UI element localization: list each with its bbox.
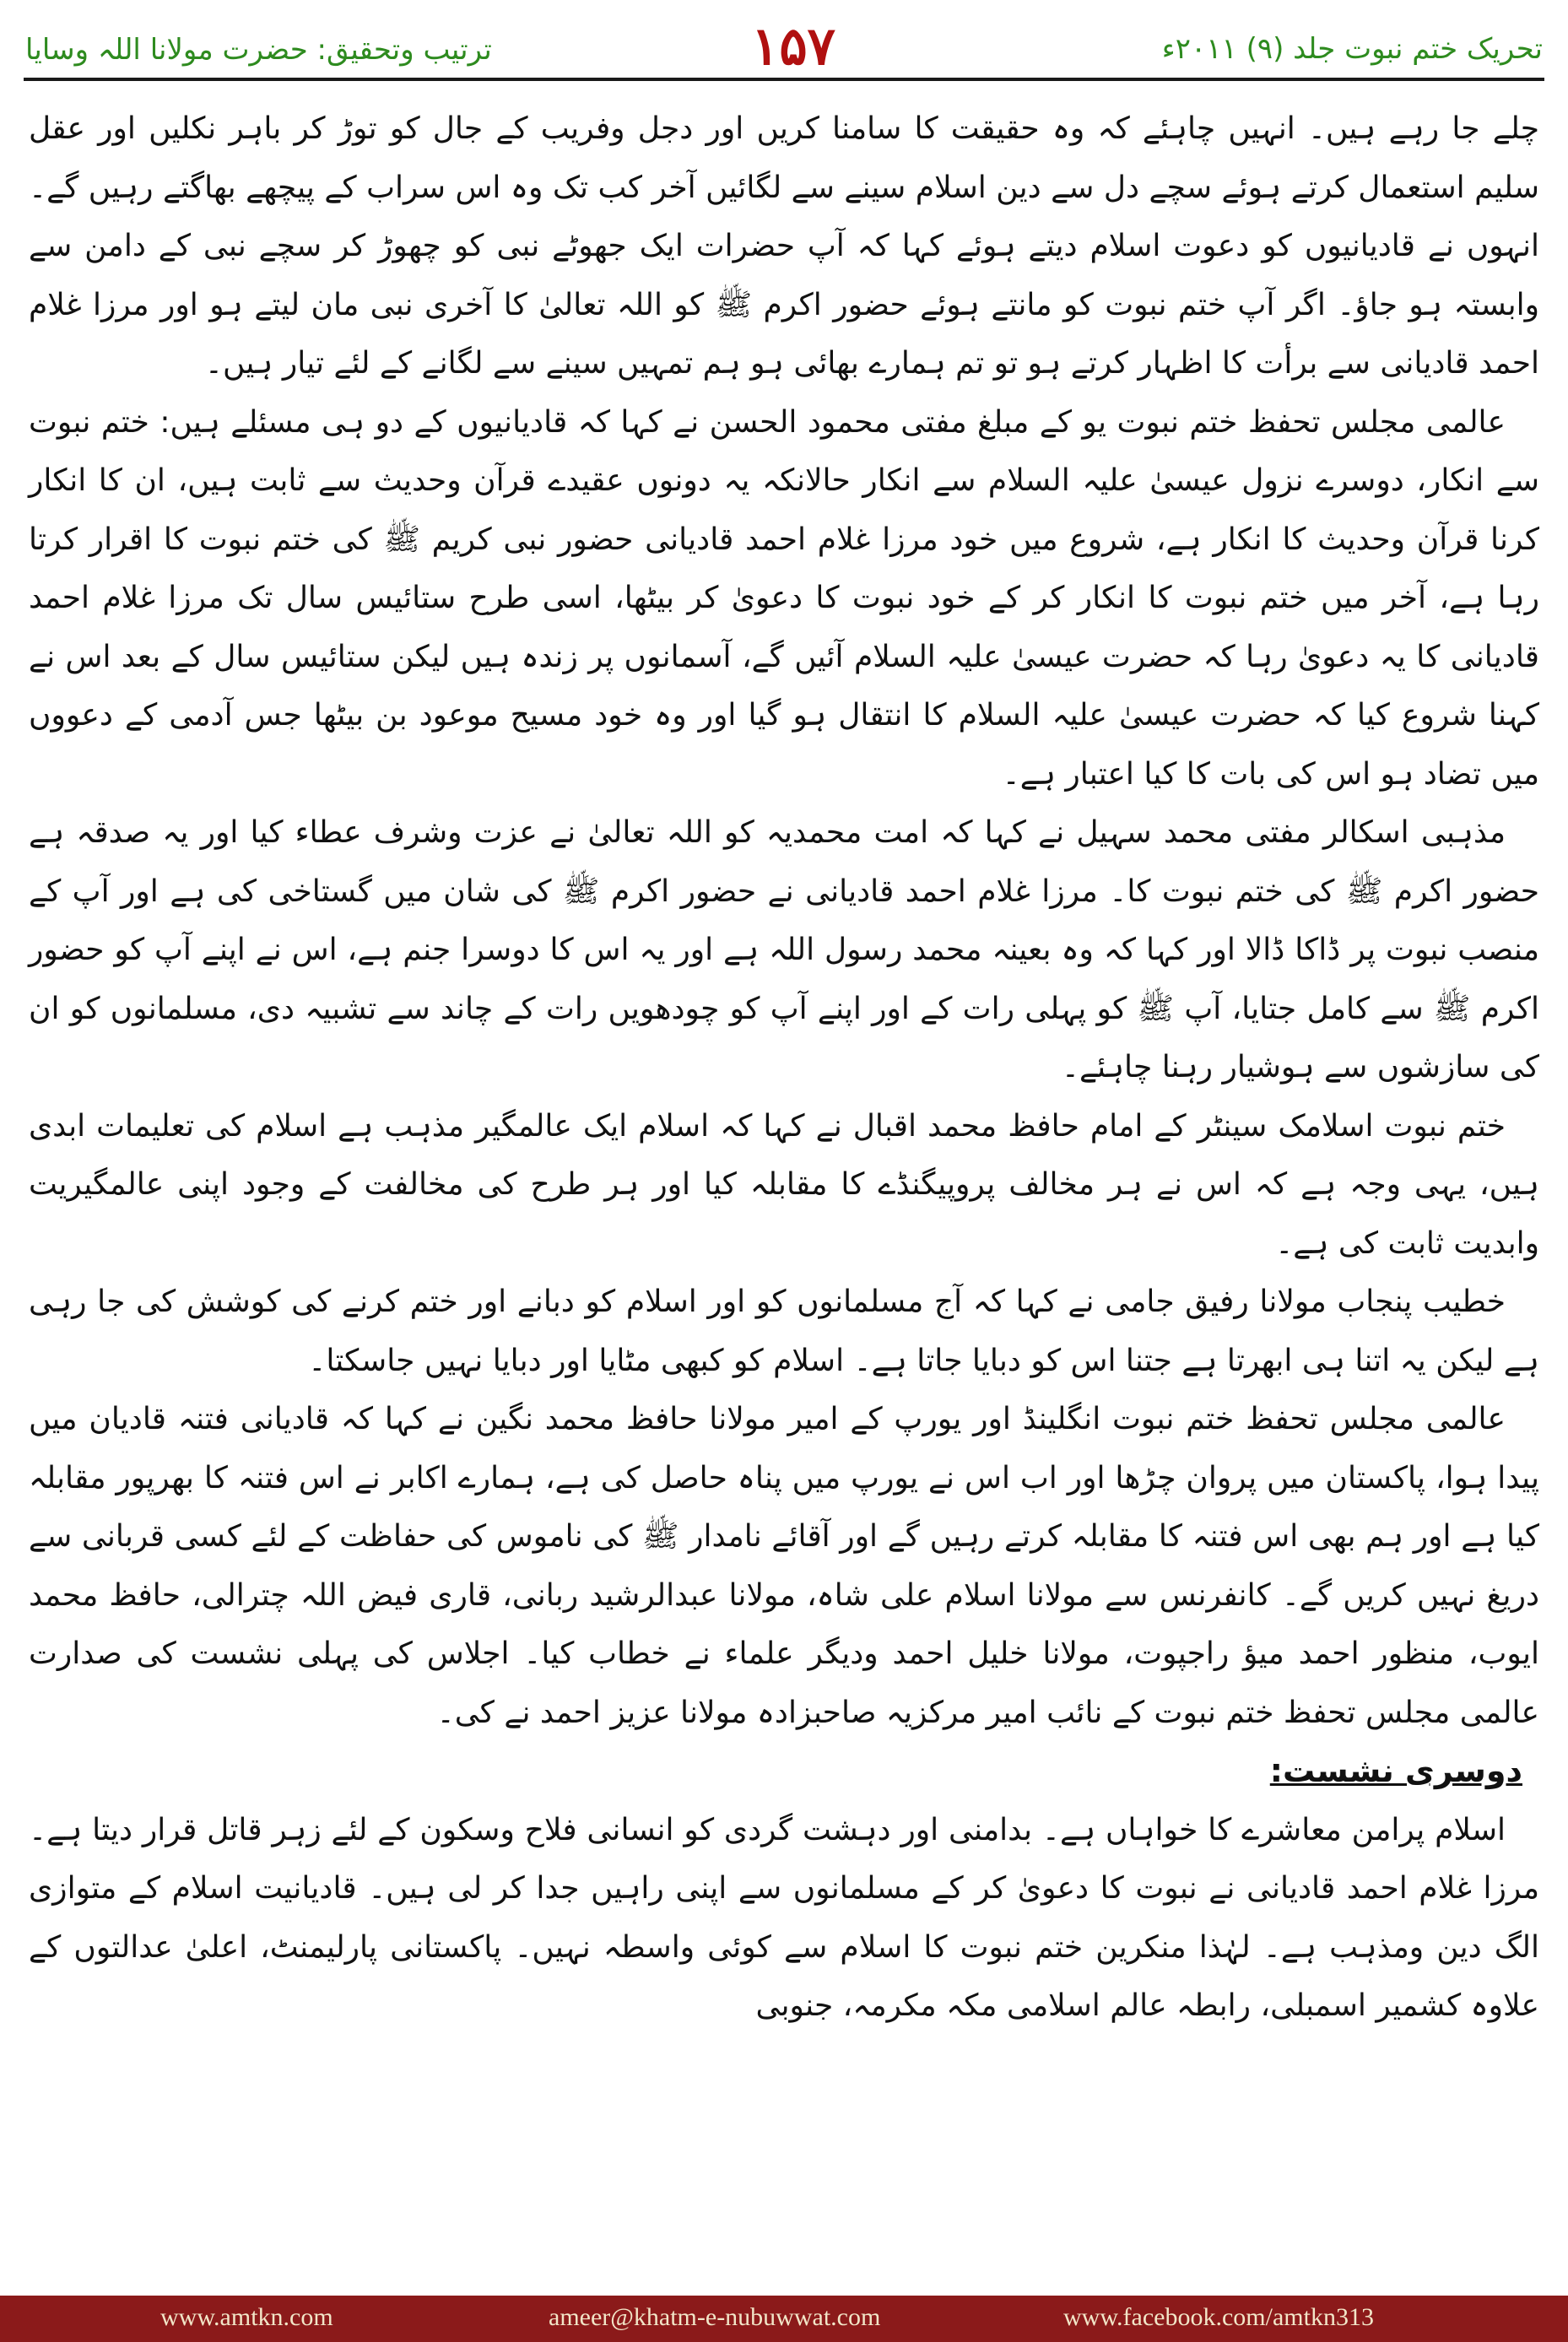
paragraph: ختم نبوت اسلامک سینٹر کے امام حافظ محمد اقبال نے کہا کہ اسلام ایک عالمگیر مذہب ہے اسلام کی تعلیمات ابدی ہیں، یہی وجہ ہے کہ اس نے ہر مخالف پروپیگنڈے کا مقابلہ کیا اور ہر طرح کی مخالفت کے وجود اپنی عالمگیریت وابدیت ثابت کی ہے۔ [29, 1108, 1539, 1261]
footer-email-link[interactable]: ameer@khatm-e-nubuwwat.com [549, 2303, 881, 2331]
paragraph: اسلام پرامن معاشرے کا خواہاں ہے۔ بدامنی اور دہشت گردی کو انسانی فلاح وسکون کے لئے زہر قاتل قرار دیتا ہے۔ مرزا غلام احمد قادیانی نے نبوت کا دعویٰ کر کے مسلمانوں سے اپنی راہیں جدا کر لی ہیں۔ قادیانیت اسلام کے متوازی الگ دین ومذہب ہے۔ لہٰذا منکرین ختم نبوت کا اسلام سے کوئی واسطہ نہیں۔ پاکستانی پارلیمنٹ، اعلیٰ عدالتوں کے علاوہ کشمیر اسمبلی، رابطہ عالم اسلامی مکہ مکرمہ، جنوبی [29, 1812, 1539, 2023]
paragraph: عالمی مجلس تحفظ ختم نبوت یو کے مبلغ مفتی محمود الحسن نے کہا کہ قادیانیوں کے دو ہی مسئلے ہیں: ختم نبوت سے انکار، دوسرے نزول عیسیٰ علیہ السلام سے انکار حالانکہ یہ دونوں عقیدے قرآن وحدیث سے ثابت ہیں، ان کا انکار کرنا قرآن وحدیث کا انکار ہے، شروع میں خود مرزا غلام احمد قادیانی حضور نبی کریم ﷺ کی ختم نبوت کا اقرار کرتا رہا ہے، آخر میں ختم نبوت کا انکار کر کے خود نبوت کا دعویٰ کر بیٹھا، اسی طرح ستائیس سال تک مرزا غلام احمد قادیانی کا یہ دعویٰ رہا کہ حضرت عیسیٰ علیہ السلام آئیں گے، آسمانوں پر زندہ ہیں لیکن ستائیس سال کے بعد اس نے کہنا شروع کیا کہ حضرت عیسیٰ علیہ السلام کا انتقال ہو گیا اور وہ خود مسیح موعود بن بیٹھا جس آدمی کے دعووں میں تضاد ہو اس کی بات کا کیا اعتبار ہے۔ [29, 404, 1539, 792]
page-footer [0, 2296, 1568, 2342]
page-number: ۱۵۷ [751, 15, 835, 77]
footer-website-link[interactable]: www.amtkn.com [160, 2303, 333, 2331]
header-divider [24, 78, 1544, 81]
paragraph: چلے جا رہے ہیں۔ انہیں چاہئے کہ وہ حقیقت کا سامنا کریں اور دجل وفریب کے جال کو توڑ کر باہر نکلیں اور عقل سلیم استعمال کرتے ہوئے سچے دل سے دین اسلام سینے سے لگائیں آخر کب تک وہ اس سراب کے پیچھے بھاگتے رہیں گے۔ انہوں نے قادیانیوں کو دعوت اسلام دیتے ہوئے کہا کہ آپ حضرات ایک جھوٹے نبی کو چھوڑ کر سچے نبی کے دامن سے وابستہ ہو جاؤ۔ اگر آپ ختم نبوت کو مانتے ہوئے حضور اکرم ﷺ کو اللہ تعالیٰ کا آخری نبی مان لیتے ہو اور مرزا غلام احمد قادیانی سے برأت کا اظہار کرتے ہو تو تم ہمارے بھائی ہو ہم تمہیں سینے سے لگانے کے لئے تیار ہیں۔ [29, 111, 1539, 381]
header-book-title: تحریک ختم نبوت جلد (۹) ۲۰۱۱ء [1161, 32, 1543, 66]
paragraph: مذہبی اسکالر مفتی محمد سہیل نے کہا کہ امت محمدیہ کو اللہ تعالیٰ نے عزت وشرف عطاء کیا اور یہ صدقہ ہے حضور اکرم ﷺ کی ختم نبوت کا۔ مرزا غلام احمد قادیانی نے حضور اکرم ﷺ کی شان میں گستاخی کی ہے اور آپ کے منصب نبوت پر ڈاکا ڈالا اور کہا کہ وہ بعینہ محمد رسول اللہ ہے اور یہ اس کا دوسرا جنم ہے، اس نے اپنے آپ کو حضور اکرم ﷺ سے کامل جتایا، آپ ﷺ کو پہلی رات کے اور اپنے آپ کو چودھویں رات کے چاند سے تشبیہ دی، مسلمانوں کو ان کی سازشوں سے ہوشیار رہنا چاہئے۔ [29, 815, 1539, 1084]
page-header [0, 0, 1568, 81]
paragraph: خطیب پنجاب مولانا رفیق جامی نے کہا کہ آج مسلمانوں کو اور اسلام کو دبانے اور ختم کرنے کی کوشش کی جا رہی ہے لیکن یہ اتنا ہی ابھرتا ہے جتنا اس کو دبایا جاتا ہے۔ اسلام کو کبھی مٹایا اور دبایا نہیں جاسکتا۔ [29, 1285, 1539, 1378]
section-heading-text: دوسری نشست: [1269, 1752, 1522, 1789]
paragraph: عالمی مجلس تحفظ ختم نبوت انگلینڈ اور یورپ کے امیر مولانا حافظ محمد نگین نے کہا کہ قادیانی فتنہ قادیان میں پیدا ہوا، پاکستان میں پروان چڑھا اور اب اس نے یورپ میں پناہ حاصل کی ہے، ہمارے اکابر نے اس فتنہ کا بھرپور مقابلہ کیا ہے اور ہم بھی اس فتنہ کا مقابلہ کرتے رہیں گے اور آقائے نامدار ﷺ کی ناموس کی حفاظت کے لئے کسی قربانی سے دریغ نہیں کریں گے۔ کانفرنس سے مولانا اسلام علی شاہ، مولانا عبدالرشید ربانی، قاری فیض اللہ چترالی، حافظ محمد ایوب، منظور احمد میؤ راجپوت، مولانا خلیل احمد ودیگر علماء نے خطاب کیا۔ اجلاس کی پہلی نشست کی صدارت عالمی مجلس تحفظ ختم نبوت کے نائب امیر مرکزیہ صاحبزادہ مولانا عزیز احمد نے کی۔ [29, 1402, 1539, 1730]
footer-facebook-link[interactable]: www.facebook.com/amtkn313 [1063, 2303, 1374, 2331]
section-heading [29, 1742, 1539, 1801]
page-body [29, 100, 1539, 2226]
header-compiler-credit: ترتیب وتحقیق: حضرت مولانا اللہ وسایا [25, 33, 492, 67]
